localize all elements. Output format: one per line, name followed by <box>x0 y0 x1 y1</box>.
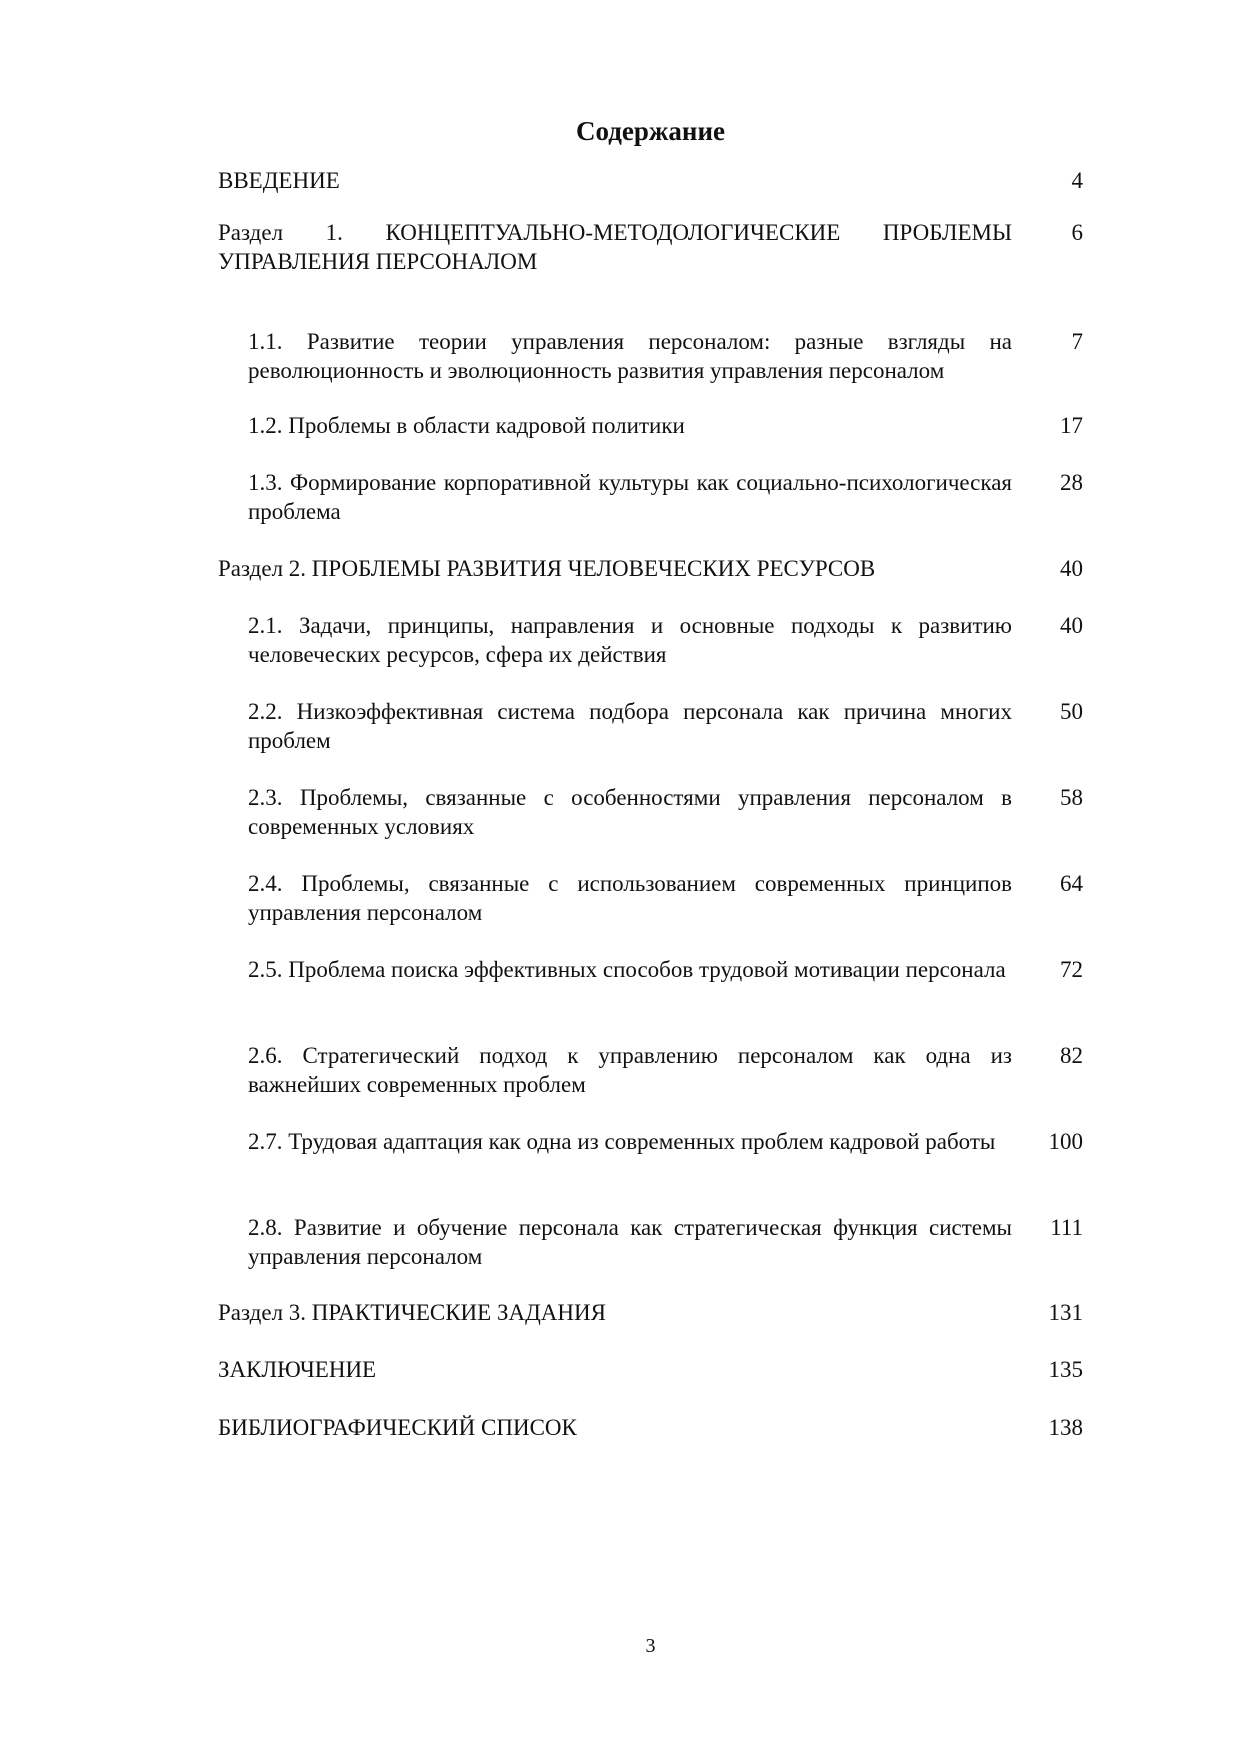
toc-entry-text: 2.7. Трудовая адаптация как одна из современных проблем кадровой работы <box>248 1129 996 1154</box>
toc-entry-page: 50 <box>1060 699 1083 724</box>
toc-entry-text: 2.5. Проблема поиска эффективных способов трудовой мотивации персонала <box>248 957 1006 982</box>
toc-entry-page: 82 <box>1060 1043 1083 1068</box>
toc-entry-page: 131 <box>1048 1300 1083 1325</box>
toc-entry-text: 2.1. Задачи, принципы, направления и основные подходы к развитию человеческих ресурсов, сфера их действия <box>248 613 1012 667</box>
toc-entry-text: 2.6. Стратегический подход к управлению персоналом как одна из важнейших современных проблем <box>248 1043 1012 1097</box>
toc-entry-page: 58 <box>1060 785 1083 810</box>
toc-entry-page: 135 <box>1048 1357 1083 1382</box>
toc-entry-text: Раздел 2. ПРОБЛЕМЫ РАЗВИТИЯ ЧЕЛОВЕЧЕСКИХ РЕСУРСОВ <box>218 556 876 581</box>
toc-entry-text: 2.4. Проблемы, связанные с использованием современных принципов управления персоналом <box>248 871 1012 925</box>
toc-entry-page: 7 <box>1071 329 1083 354</box>
toc-entry-page: 28 <box>1060 470 1083 495</box>
toc-entry-text: БИБЛИОГРАФИЧЕСКИЙ СПИСОК <box>218 1415 577 1440</box>
toc-entry-page: 100 <box>1048 1129 1083 1154</box>
toc-entry-page: 40 <box>1060 613 1083 638</box>
toc-entry-text: Раздел 1. КОНЦЕПТУАЛЬНО-МЕТОДОЛОГИЧЕСКИЕ ПРОБЛЕМЫ УПРАВЛЕНИЯ ПЕРСОНАЛОМ <box>218 220 1012 274</box>
toc-entry-page: 111 <box>1050 1215 1083 1240</box>
toc-entry-page: 72 <box>1060 957 1083 982</box>
toc-entry-page: 6 <box>1071 220 1083 245</box>
toc-entry-page: 40 <box>1060 556 1083 581</box>
toc-entry-text: 1.2. Проблемы в области кадровой политики <box>248 413 685 438</box>
page-number: 3 <box>645 1635 656 1657</box>
toc-entry-page: 64 <box>1060 871 1083 896</box>
toc-entry-text: 2.3. Проблемы, связанные с особенностями управления персоналом в современных условиях <box>248 785 1012 839</box>
toc-entry-page: 138 <box>1048 1415 1083 1440</box>
toc-entry-text: ВВЕДЕНИЕ <box>218 168 340 193</box>
toc-entry-text: ЗАКЛЮЧЕНИЕ <box>218 1357 377 1382</box>
toc-entry-text: 1.3. Формирование корпоративной культуры как социально-психологическая проблема <box>248 470 1012 524</box>
toc-entry-page: 4 <box>1071 168 1083 193</box>
toc-entry-text: Раздел 3. ПРАКТИЧЕСКИЕ ЗАДАНИЯ <box>218 1300 606 1325</box>
toc-entry-text: 2.2. Низкоэффективная система подбора персонала как причина многих проблем <box>248 699 1012 753</box>
toc-entry-page: 17 <box>1060 413 1083 438</box>
toc-entry-text: 2.8. Развитие и обучение персонала как стратегическая функция системы управления персоналом <box>248 1215 1012 1269</box>
toc-entry-text: 1.1. Развитие теории управления персоналом: разные взгляды на революционность и эволюционность развития управления персоналом <box>248 329 1012 383</box>
page-title: Содержание <box>575 116 726 146</box>
